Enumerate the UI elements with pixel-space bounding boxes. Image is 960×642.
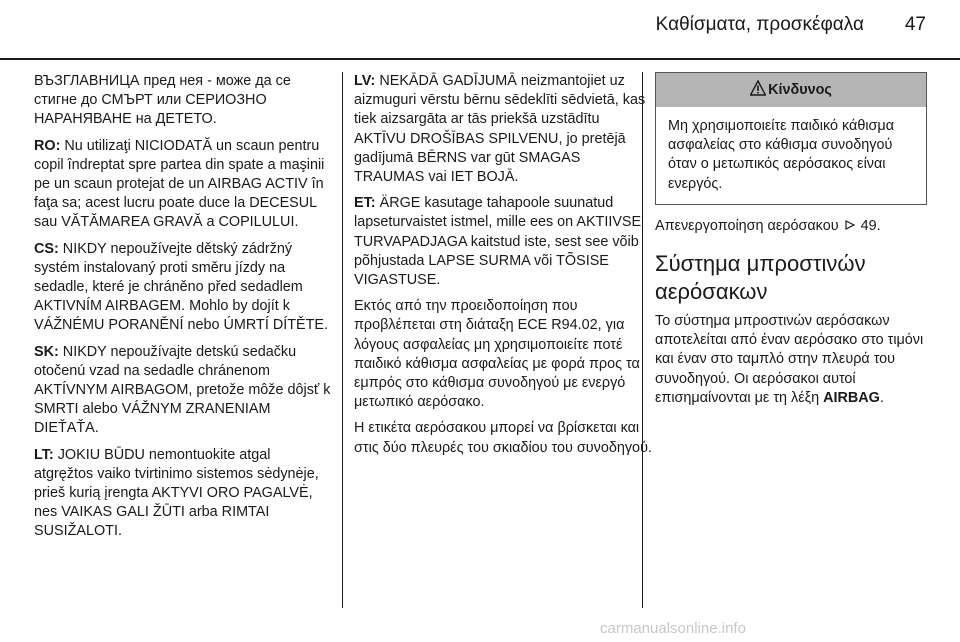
lv-label: LV: bbox=[354, 73, 376, 89]
deactivation-text: Απενεργοποίηση αερόσακου bbox=[655, 217, 839, 234]
deactivation-ref[interactable]: 49. bbox=[860, 217, 881, 234]
page-header-title: Καθίσματα, προσκέφαλα bbox=[655, 14, 864, 35]
ro-paragraph bbox=[34, 137, 332, 233]
watermark: carmanualsonline.info bbox=[600, 620, 746, 637]
column-divider-1 bbox=[342, 72, 343, 608]
warning-title: Κίνδυνος bbox=[768, 82, 832, 98]
cs-text: NIKDY nepoužívejte dětský zádržný systém instalovaný proti směru jízdy na sedadle, které je chráněno před sedadlem AKTIVNÍM AIRBAGEM. Mohlo by dojít k VÁŽNÉMU PORANĚNÍ nebo ÚMRTÍ DÍTĚTE. bbox=[34, 240, 328, 334]
header-rule bbox=[0, 58, 960, 60]
lt-text: JOKIU BŪDU nemontuokite atgal atgręžtos vaiko tvirtinimo sistemos sėdynėje, prieš kurią įrengta AKTYVI ORO PAGALVĖ, nes VAIKAS GALI ŽŪTI arba RIMTAI SUSIŽALOTI. bbox=[34, 446, 319, 540]
lt-paragraph bbox=[34, 446, 332, 542]
section-keyword: AIRBAG bbox=[823, 389, 880, 406]
ro-label: RO: bbox=[34, 137, 61, 154]
lv-text: NEKĀDĀ GADĪJUMĀ neizmantojiet uz aizmuguri vērstu bērnu sēdeklīti sēdvietā, kas tiek aizsargāta ar tās priekšā uzstādītu AKTĪVU DROŠĪBAS SPILVENU, jo pretējā gadījumā BĒRNS var gūt SMAGAS TRAUMAS vai IET BOJĀ. bbox=[354, 73, 646, 186]
column-1 bbox=[34, 72, 332, 549]
page-reference-icon bbox=[845, 220, 855, 230]
intro-paragraph: ВЪЗГЛАВНИЦА пред нея - може да се стигне до СМЪРТ или СЕРИОЗНО НАРАНЯВАНЕ на ДЕТЕТО. bbox=[34, 73, 291, 128]
section-paragraph bbox=[655, 312, 927, 408]
section-title: Σύστημα μπροστινών αερόσακων bbox=[655, 251, 866, 305]
cs-paragraph bbox=[34, 240, 332, 336]
label-location-paragraph: Η ετικέτα αερόσακου μπορεί να βρίσκεται και στις δύο πλευρές του σκιαδίου του συνοδηγού. bbox=[354, 420, 652, 456]
cs-label: CS: bbox=[34, 240, 59, 257]
section-text: Το σύστημα μπροστινών αερόσακων αποτελείται από έναν αερόσακο στο τιμόνι και έναν στο ταμπλό στην πλευρά του συνοδηγού. Οι αερόσακοι αυτοί επισημαίνονται με τη λέξη bbox=[655, 313, 924, 406]
ro-text: Nu utilizaţi NICIODATĂ un scaun pentru copil îndreptat spre partea din spate a maşinii pe un scaun protejat de un AIRBAG ACTIV în faţa sa; acest lucru poate duce la DECESUL sau VĂTĂMAREA GRAVĂ a COPILULUI. bbox=[34, 137, 325, 231]
sk-label: SK: bbox=[34, 343, 59, 360]
warning-header bbox=[656, 73, 926, 107]
lv-paragraph bbox=[354, 72, 654, 187]
sk-text: NIKDY nepoužívajte detskú sedačku otočenú vzad na sedadle chránenom AKTÍVNYM AIRBAGOM, pretože môže dôjsť k SMRTI alebo VÁŽNYM ZRANENIAM DIEŤAŤA. bbox=[34, 343, 331, 437]
deactivation-paragraph bbox=[655, 217, 927, 236]
warning-triangle-icon bbox=[750, 80, 766, 96]
et-text: ÄRGE kasutage tahapoole suunatud lapseturvaistet istmel, mille ees on AKTIIVSE TURVAPADJAGA kaitstud iste, sest see võib põhjustada LAPSE SURMA või TÕSISE VIGASTUSE. bbox=[354, 195, 642, 289]
column-3 bbox=[655, 72, 927, 415]
ece-paragraph: Εκτός από την προειδοποίηση που προβλέπεται στη διάταξη ECE R94.02, για λόγους ασφαλείας μη χρησιμοποιείτε ποτέ παιδικό κάθισμα ασφαλείας με φορά προς τα εμπρός στο κάθισμα συνοδηγού με ενεργό μετωπικό αερόσακο. bbox=[354, 298, 640, 411]
column-2 bbox=[354, 72, 654, 465]
et-paragraph bbox=[354, 194, 654, 290]
lt-label: LT: bbox=[34, 446, 54, 463]
warning-box bbox=[655, 72, 927, 205]
et-label: ET: bbox=[354, 195, 376, 212]
section-end: . bbox=[879, 389, 884, 406]
warning-text: Μη χρησιμοποιείτε παιδικό κάθισμα ασφαλείας στο κάθισμα συνοδηγού όταν ο μετωπικός αερόσακος είναι ενεργός. bbox=[668, 118, 895, 192]
page-number: 47 bbox=[904, 14, 926, 35]
sk-paragraph bbox=[34, 343, 332, 439]
